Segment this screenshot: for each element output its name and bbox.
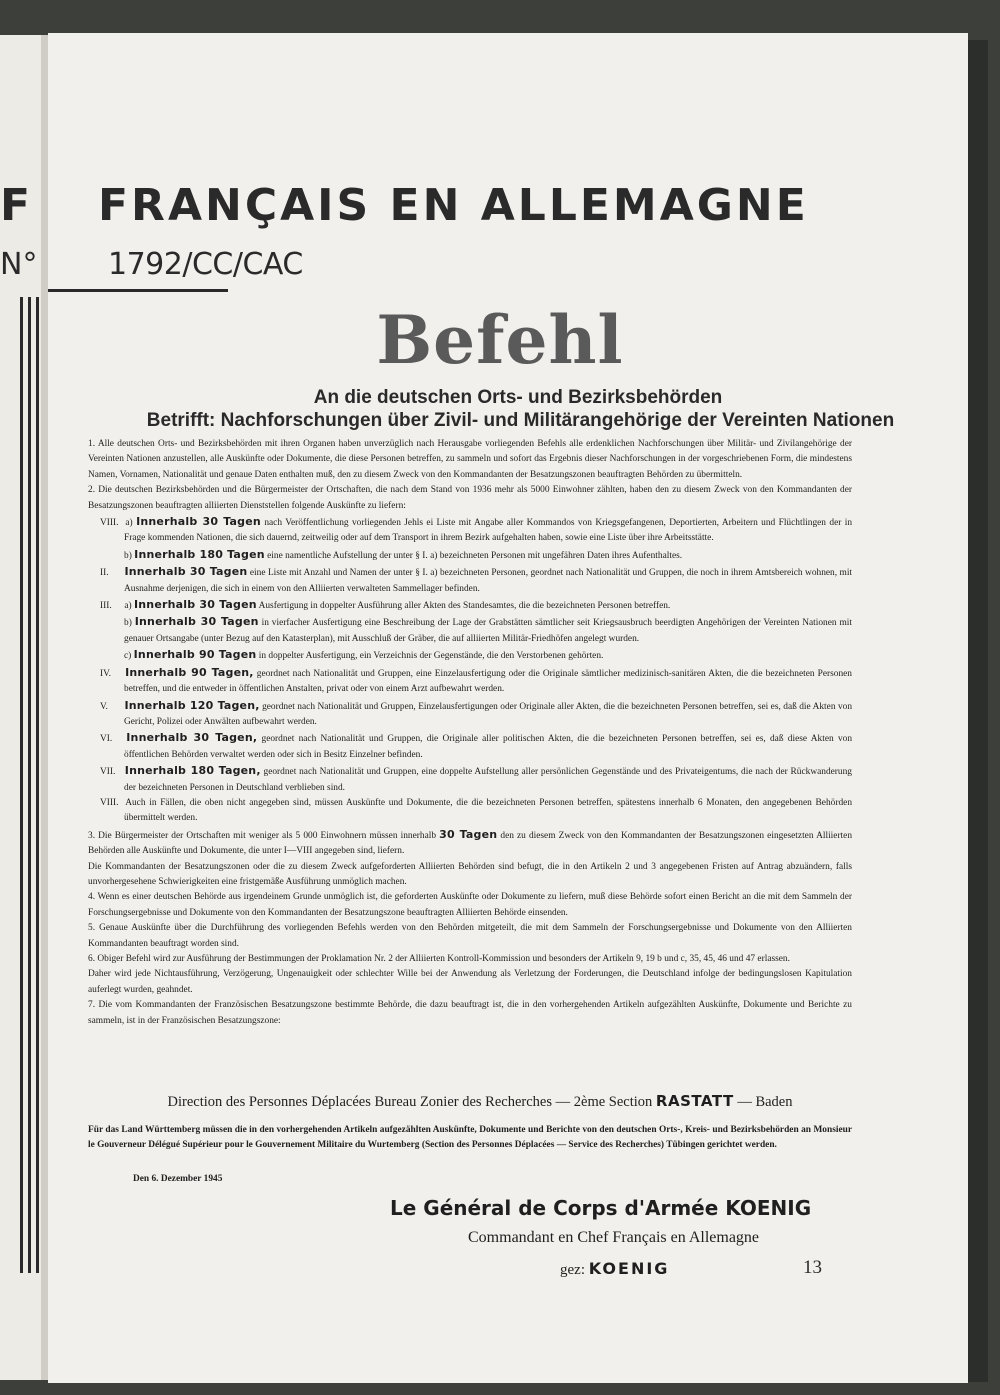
page-shadow bbox=[968, 40, 988, 1382]
wurttemberg-note: Für das Land Württemberg müssen die in den vorhergehenden Artikeln aufgezählten Auskünfte, Dokumente und Berichte von den deutschen Orts-, Kreis- und Bezirksbehörden an Monsieur le Gouverneur Délégué Supérieur pour le Gouvernement Militaire du Wurtemberg (Section des Personnes Déplacées — Service des Recherches) Tübingen gerichtet werden. bbox=[88, 1125, 852, 1151]
roman-numeral: VIII. bbox=[100, 518, 119, 529]
deadline: Innerhalb 90 Tagen, bbox=[125, 665, 254, 679]
item-text: in vierfacher Ausfertigung eine Beschreibung der Lage der Grabstätten sämtlicher seit Kriegsausbruch beerdigten Angehörigen der Vereinten Nationen mit genauer Ortsangabe (unter Bezug auf den Katasterplan), mit Ausschluß der Gräber, die auf alliierten Militär-Friedhöfen angelegt wurden. bbox=[124, 618, 852, 644]
sub-label: b) bbox=[124, 550, 132, 561]
page-number: 13 bbox=[803, 1257, 822, 1278]
direction-text: Direction des Personnes Déplacées Bureau Zonier des Recherches — 2ème Section bbox=[167, 1094, 653, 1110]
paragraph-3-text: den zu diesem Zweck von den Kommandanten der Besatzungszonen eingesetzten Alliierten Behörden alle Auskünfte und Dokumente, die unter I—VIII angegeben sind, liefern. bbox=[88, 830, 853, 857]
item-viii bbox=[88, 796, 852, 827]
direction-city: RASTATT bbox=[655, 1092, 734, 1110]
deadline: Innerhalb 90 Tagen bbox=[133, 648, 257, 662]
item-text: Auch in Fällen, die oben nicht angegeben sind, müssen Auskünfte und Dokumente, die die bezeichneten Personen betreffen, spätestens innerhalb 6 Monaten, den angegebenen Behörden übermittelt werden. bbox=[124, 797, 852, 824]
signatory-title: Le Général de Corps d'Armée KOENIG bbox=[390, 1196, 812, 1220]
paragraph-3b: Die Kommandanten der Besatzungszonen oder die zu diesem Zweck aufgeforderten Alliierten Behörden sind befugt, die in den Artikeln 2 und 3 angegebenen Fristen auf Antrag abzuändern, falls unvorhergesehene Schwierigkeiten eine fristgemäße Ausführung unmöglich machen. bbox=[88, 861, 852, 887]
sub-label: b) bbox=[124, 618, 132, 629]
addressee: An die deutschen Orts- und Bezirksbehörden bbox=[313, 387, 723, 408]
paragraph-1: 1. Alle deutschen Orts- und Bezirksbehörden mit ihren Organen haben unverzüglich nach Herausgabe vorliegenden Befehls alle erdenklichen Nachforschungen über Militär- und Zivilangehörige der Vereinten Nationen anzustellen, alle Auskünfte oder Dokumente, die diese Personen betreffen, zu sammeln und sofort das Ergebnis dieser Nachforschungen in der vorgeschriebenen Form, die mindestens Namen, Vornamen, Nationalität und genaue Daten enthalten muß, den zu diesem Zweck von den Kommandanten der Besatzungszonen beauftragten Behörden zu übermitteln. bbox=[88, 439, 852, 480]
item-text: eine namentliche Aufstellung der unter § I. a) bezeichneten Personen mit ungefähren Daten ihres Aufenthaltes. bbox=[267, 550, 683, 561]
date-line: Den 6. Dezember 1945 bbox=[133, 1174, 223, 1184]
paragraph-3 bbox=[88, 827, 852, 860]
item-text: geordnet nach Nationalität und Gruppen, eine Einzelausfertigung oder die Originale sämtlicher medizinisch-sanitären Akten, die die bezeichneten Personen betreffen, und die entweder in öffentlichen Anstalten, privat oder von einem Arzt aufbewahrt werden. bbox=[124, 668, 852, 695]
deadline: Innerhalb 180 Tagen, bbox=[124, 764, 261, 778]
deadline: Innerhalb 30 Tagen bbox=[133, 598, 257, 612]
direction-region: — Baden bbox=[737, 1094, 793, 1110]
roman-numeral: V. bbox=[100, 701, 108, 712]
item-text: geordnet nach Nationalität und Gruppen, eine doppelte Aufstellung aller persönlichen Gegenstände und des Privateigentums, die nach der Rückwanderung der bezeichneten Personen in Deutschland verblieben sind. bbox=[124, 767, 852, 793]
roman-numeral: II. bbox=[100, 568, 109, 579]
deadline: 30 Tagen bbox=[439, 827, 498, 841]
roman-numeral: VI. bbox=[100, 734, 113, 745]
deadline: Innerhalb 120 Tagen, bbox=[124, 698, 260, 712]
roman-numeral: III. bbox=[100, 601, 112, 612]
left-page-letter: F bbox=[0, 180, 34, 231]
signature-line bbox=[560, 1259, 669, 1279]
item-text: nach Veröffentlichung vorliegenden Jehls ei Liste mit Angabe aller Kommandos von Kriegsgefangenen, Deportierten, Arbeitern und Flüchtlingen der in Frage kommenden Nationen, die sich dauernd, zeitweilig oder auf dem Transport in ihrem Bezirk aufgehalten haben, sowie eine Liste über ihre Arbeitsstätte. bbox=[124, 518, 853, 544]
item-vi bbox=[88, 730, 852, 763]
item-iii-b bbox=[88, 614, 852, 647]
item-i-b bbox=[88, 547, 852, 564]
paragraph-6b: Daher wird jede Nichtausführung, Verzögerung, Ungenauigkeit oder schlechter Wille bei der Anwendung als Verletzung der Forderungen, die Deutschland infolge der bedingungslosen Kapitulation auferlegt wurden, geahndet. bbox=[88, 969, 852, 995]
left-rule bbox=[20, 297, 23, 1273]
deadline: Innerhalb 30 Tagen bbox=[124, 565, 248, 579]
left-rule bbox=[28, 297, 31, 1273]
sub-label: a) bbox=[125, 518, 133, 529]
item-iii-a bbox=[88, 597, 852, 614]
left-page-number-label: N° bbox=[0, 247, 38, 282]
item-i-a bbox=[88, 514, 852, 547]
item-vii bbox=[88, 763, 852, 796]
item-ii bbox=[88, 564, 852, 597]
page-gutter bbox=[41, 35, 48, 1380]
subject-line: Betrifft: Nachforschungen über Zivil- und Militärangehörige der Vereinten Nationen bbox=[146, 410, 895, 431]
header-title: FRANÇAIS EN ALLEMAGNE bbox=[98, 180, 809, 231]
item-text: Ausfertigung in doppelter Ausführung aller Akten des Standesamtes, die die bezeichneten Personen betreffen. bbox=[258, 601, 671, 612]
sub-label: a) bbox=[124, 601, 132, 612]
sub-label: c) bbox=[124, 651, 132, 662]
item-iv bbox=[88, 665, 852, 698]
item-v bbox=[88, 698, 852, 731]
paragraph-7: 7. Die vom Kommandanten der Französischen Besatzungszone bestimmte Behörde, die dazu beauftragt ist, die in den vorhergehenden Artikeln aufgezählten Auskünfte, Dokumente und Berichte zu sammeln, ist in der Französischen Besatzungszone: bbox=[88, 1000, 852, 1026]
roman-numeral: IV. bbox=[100, 668, 112, 679]
paragraph-5: 5. Genaue Auskünfte über die Durchführung des vorliegenden Befehls werden von den Behörden mitgeteilt, die mit dem Sammeln der Forschungsergebnisse und Dokumente von den Alliierten Kommandanten beauftragt worden sind. bbox=[88, 923, 852, 949]
direction-line bbox=[100, 1092, 860, 1111]
signature-name: KOENIG bbox=[588, 1259, 670, 1278]
order-body bbox=[88, 437, 852, 1029]
left-rule bbox=[36, 297, 39, 1273]
paragraph-2: 2. Die deutschen Bezirksbehörden und die Bürgermeister der Ortschaften, die nach dem Stand von 1936 mehr als 5000 Einwohner zählten, haben den zu diesem Zweck von den Kommandanten der Besatzungszonen beauftragten alliierten Dienststellen folgende Auskünfte zu liefern: bbox=[88, 485, 852, 511]
item-text: geordnet nach Nationalität und Gruppen, Einzelausfertigungen oder Originale aller Akten, die die bezeichneten Personen betreffen, sei es, daß die Akten von Gericht, Polizei oder Anwälten aufbewahrt werden. bbox=[124, 701, 853, 727]
document-page bbox=[0, 33, 968, 1383]
item-text: geordnet nach Nationalität und Gruppen, die Originale aller politischen Akten, die die bezeichneten Personen betreffen, sei es, daß diese Akten von öffentlichen Behörden verwaltet werden oder sich in Besitz Einzelner befinden. bbox=[124, 734, 853, 760]
deadline: Innerhalb 180 Tagen bbox=[134, 547, 265, 561]
deadline: Innerhalb 30 Tagen bbox=[136, 515, 261, 529]
signatory-position: Commandant en Chef Français en Allemagne bbox=[468, 1229, 760, 1246]
paragraph-3-text: 3. Die Bürgermeister der Ortschaften mit weniger als 5 000 Einwohnern müssen innerhalb bbox=[88, 830, 437, 841]
roman-numeral: VIII. bbox=[100, 797, 119, 808]
item-iii-c bbox=[88, 647, 852, 664]
header-rule bbox=[48, 289, 228, 292]
header-reference: 1792/CC/CAC bbox=[108, 247, 303, 282]
deadline: Innerhalb 30 Tagen bbox=[134, 615, 259, 629]
gez-label: gez: bbox=[560, 1262, 585, 1278]
document-title: Befehl bbox=[376, 301, 624, 379]
roman-numeral: VII. bbox=[100, 767, 116, 778]
left-page-edge bbox=[0, 35, 46, 1380]
item-text: eine Liste mit Anzahl und Namen der unter § I. a) bezeichneten Personen, geordnet nach Nationalität und Gruppen, die noch in ihrem Amtsbereich wohnen, mit Ausnahme derjenigen, die sich in einem von den Alliierten verwalteten Sammellager befinden. bbox=[124, 568, 853, 594]
paragraph-6: 6. Obiger Befehl wird zur Ausführung der Bestimmungen der Proklamation Nr. 2 der Alliierten Kontroll-Kommission und besonders der Artikeln 9, 19 b und c, 35, 45, 46 und 47 erlassen. bbox=[88, 954, 790, 964]
paragraph-4: 4. Wenn es einer deutschen Behörde aus irgendeinem Grunde unmöglich ist, die geforderten Auskünfte oder Dokumente zu liefern, muß diese Behörde sofort einen Bericht an die mit dem Sammeln der Forschungsergebnisse und Dokumente von den Kommandanten der Besatzungszone beauftragten Alliierten Behörde einsenden. bbox=[88, 892, 852, 918]
item-text: in doppelter Ausfertigung, ein Verzeichnis der Gegenstände, die den Verstorbenen gehörten. bbox=[258, 651, 604, 662]
deadline: Innerhalb 30 Tagen, bbox=[126, 731, 258, 745]
